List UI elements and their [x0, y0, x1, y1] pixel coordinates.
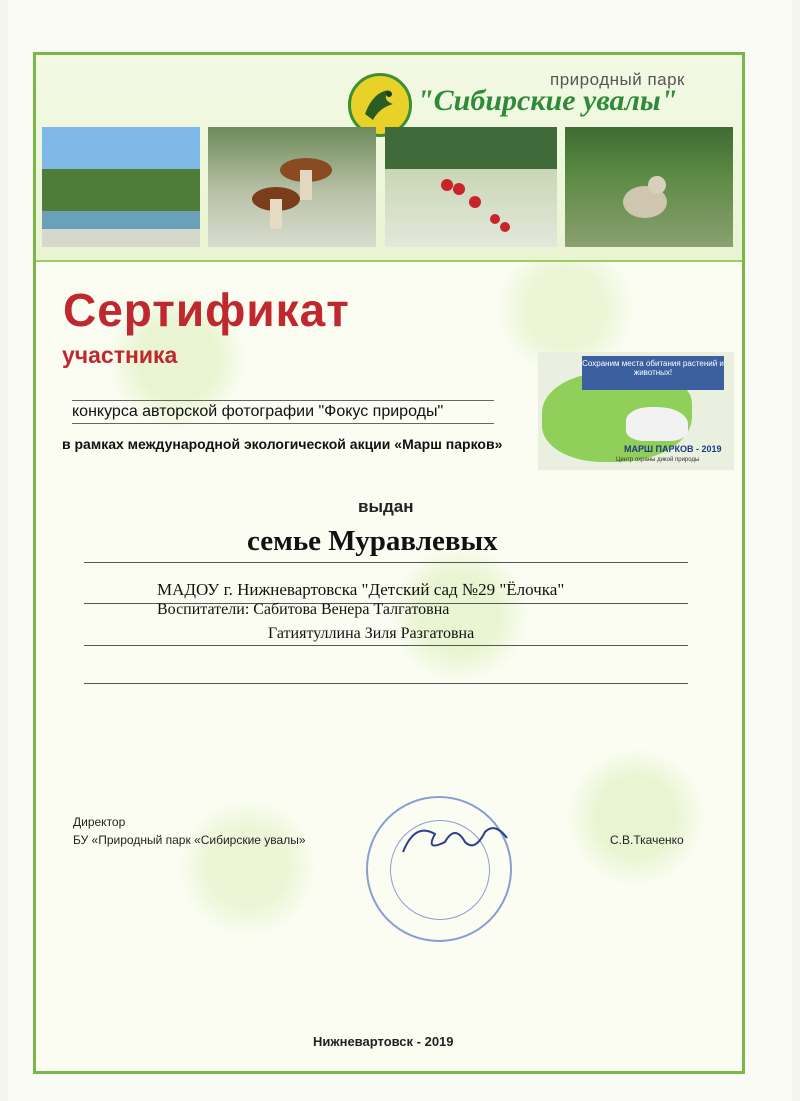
director-title: Директор: [73, 815, 126, 829]
march-name: МАРШ ПАРКОВ - 2019: [624, 444, 722, 454]
signature-icon: [395, 812, 515, 872]
action-name: в рамках международной экологической акции «Марш парков»: [62, 436, 503, 452]
divider-line: [84, 562, 688, 563]
forest-river-photo: [42, 127, 200, 247]
city-year: Нижневартовск - 2019: [313, 1034, 454, 1049]
teacher-1: Воспитатели: Сабитова Венера Талгатовна: [157, 601, 450, 618]
director-org: БУ «Природный парк «Сибирские увалы»: [73, 833, 306, 847]
polar-bear-icon: [626, 407, 688, 441]
berries-photo: [385, 127, 557, 247]
march-banner: Сохраним места обитания растений и животных!: [582, 356, 724, 390]
teacher-2: Гатиятуллина Зиля Разгатовна: [268, 625, 475, 642]
certificate-subtitle: участника: [62, 342, 178, 368]
march-org: Центр охраны дикой природы: [616, 457, 700, 463]
recipient-name: семье Муравлевых: [247, 525, 498, 557]
bird-photo: [565, 127, 733, 247]
contest-name: конкурса авторской фотографии "Фокус природы": [72, 400, 494, 424]
mushrooms-photo: [208, 127, 376, 247]
issued-label: выдан: [358, 497, 414, 516]
divider-line: [84, 645, 688, 646]
director-name: С.В.Ткаченко: [610, 833, 684, 847]
march-of-parks-logo: [538, 352, 734, 470]
park-subtitle: природный парк: [550, 70, 685, 89]
certificate-title: Сертификат: [63, 284, 350, 336]
organization: МАДОУ г. Нижневартовска "Детский сад №29 "Ёлочка": [157, 580, 565, 599]
divider-line: [84, 683, 688, 684]
park-name: "Сибирские увалы": [417, 84, 678, 117]
